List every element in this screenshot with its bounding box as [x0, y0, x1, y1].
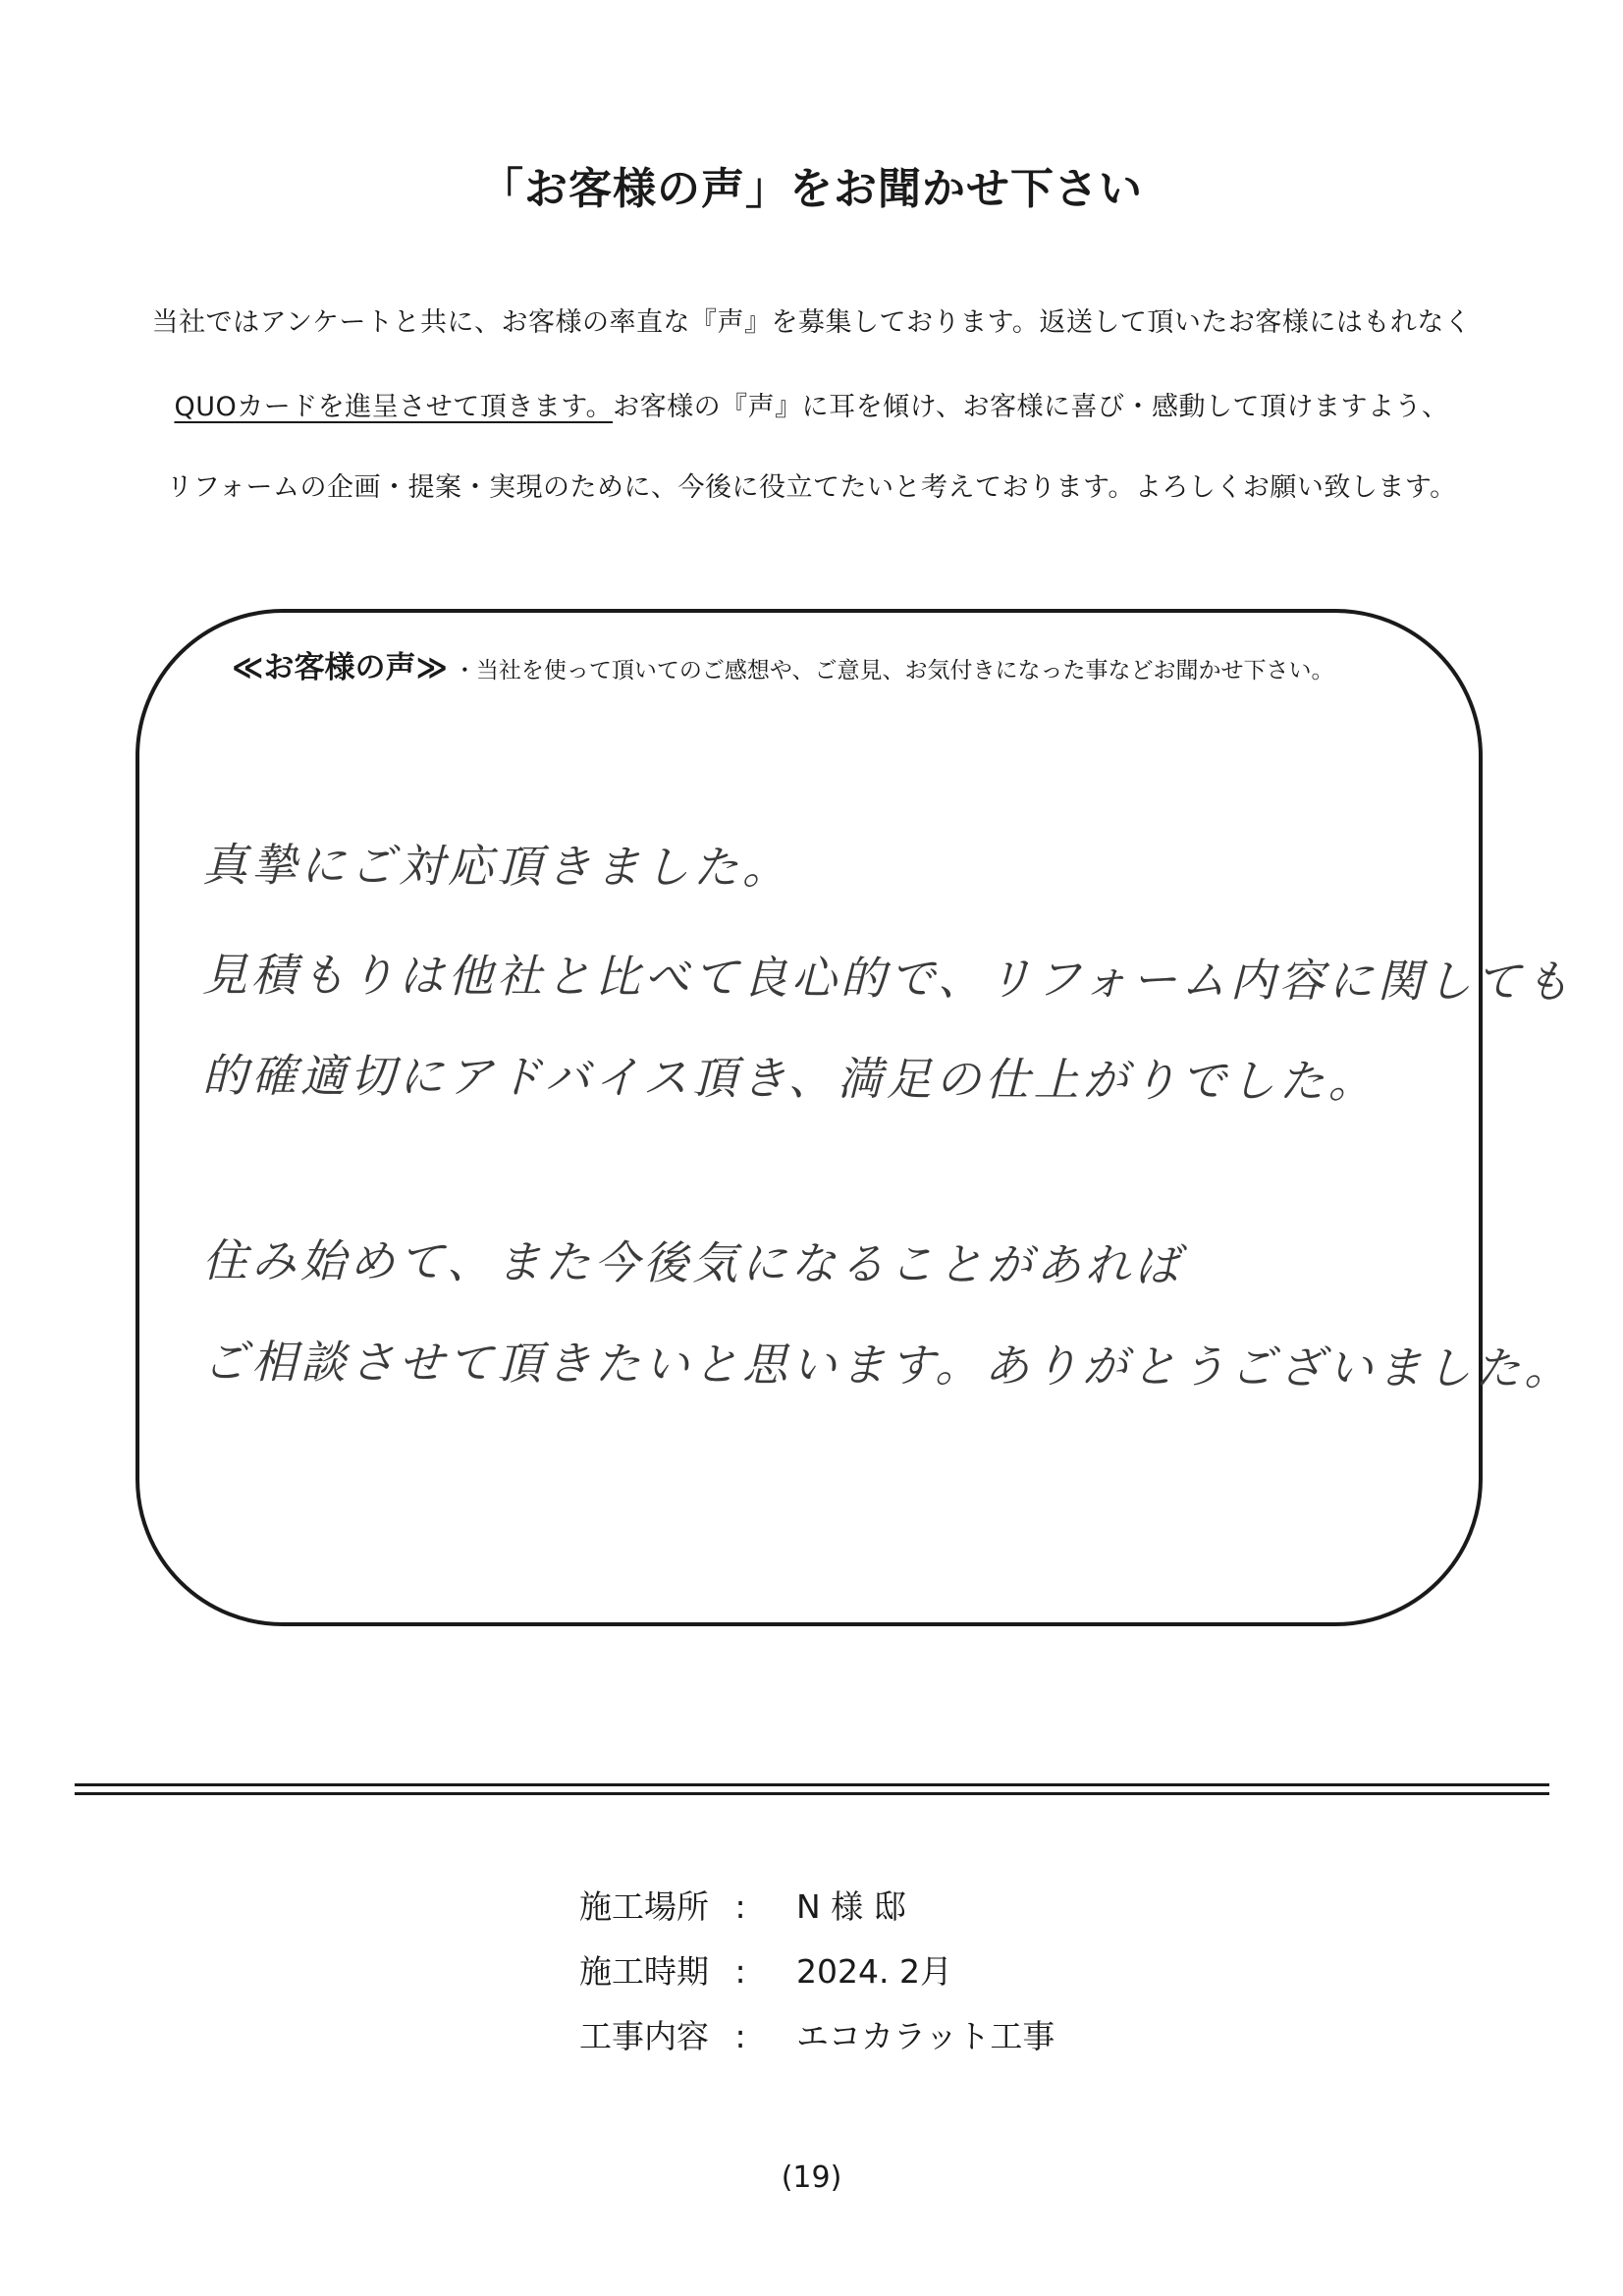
voice-box-label: ≪お客様の声≫ — [232, 650, 448, 685]
voice-box-header — [232, 642, 1333, 686]
info-separator: : — [734, 2017, 746, 2055]
handwritten-line: 見積もりは他社と比べて良心的で、リフォーム内容に関しても — [201, 948, 1574, 1009]
handwritten-line: ご相談させて頂きたいと思います。ありがとうございました。 — [201, 1335, 1574, 1395]
double-divider-bottom — [75, 1792, 1549, 1795]
info-value-work: エコカラット工事 — [796, 2017, 1055, 2055]
page-title: 「お客様の声」をお聞かせ下さい — [480, 164, 1143, 214]
info-separator: : — [734, 1952, 746, 1991]
handwritten-line: 住み始めて、また今後気になることがあれば — [201, 1233, 1184, 1292]
info-row-period — [579, 1946, 952, 1993]
info-row-work — [579, 2011, 1055, 2057]
info-value-location: N 様 邸 — [796, 1887, 906, 1926]
customer-voice-box — [135, 609, 1483, 1626]
voice-box-prompt: ・当社を使って頂いてのご感想や、ご意見、お気付きになった事などお聞かせ下さい。 — [453, 658, 1334, 683]
handwritten-line: 真摯にご対応頂きました。 — [201, 838, 792, 895]
info-value-period: 2024. 2月 — [796, 1952, 952, 1991]
double-divider-top — [75, 1783, 1549, 1786]
info-label-period: 施工時期 — [579, 1952, 709, 1991]
info-row-location — [579, 1882, 906, 1928]
handwritten-line: 的確適切にアドバイス頂き、満足の仕上がりでした。 — [201, 1048, 1378, 1109]
intro-line-2 — [0, 385, 1623, 423]
intro-line-1: 当社ではアンケートと共に、お客様の率直な『声』を募集しております。返送して頂いたお客様にはもれなく — [151, 307, 1472, 338]
page-number: (19) — [781, 2160, 842, 2195]
intro-line-3: リフォームの企画・提案・実現のために、今後に役立てたいと考えております。よろしくお願い致します。 — [166, 472, 1457, 503]
info-label-location: 施工場所 — [579, 1887, 709, 1926]
info-separator: : — [734, 1887, 746, 1926]
intro-quo-card-note: QUOカードを進呈させて頂きます。 — [174, 392, 614, 422]
intro-line-2-rest: お客様の『声』に耳を傾け、お客様に喜び・感動して頂けますよう、 — [613, 392, 1449, 422]
info-label-work: 工事内容 — [579, 2017, 709, 2055]
